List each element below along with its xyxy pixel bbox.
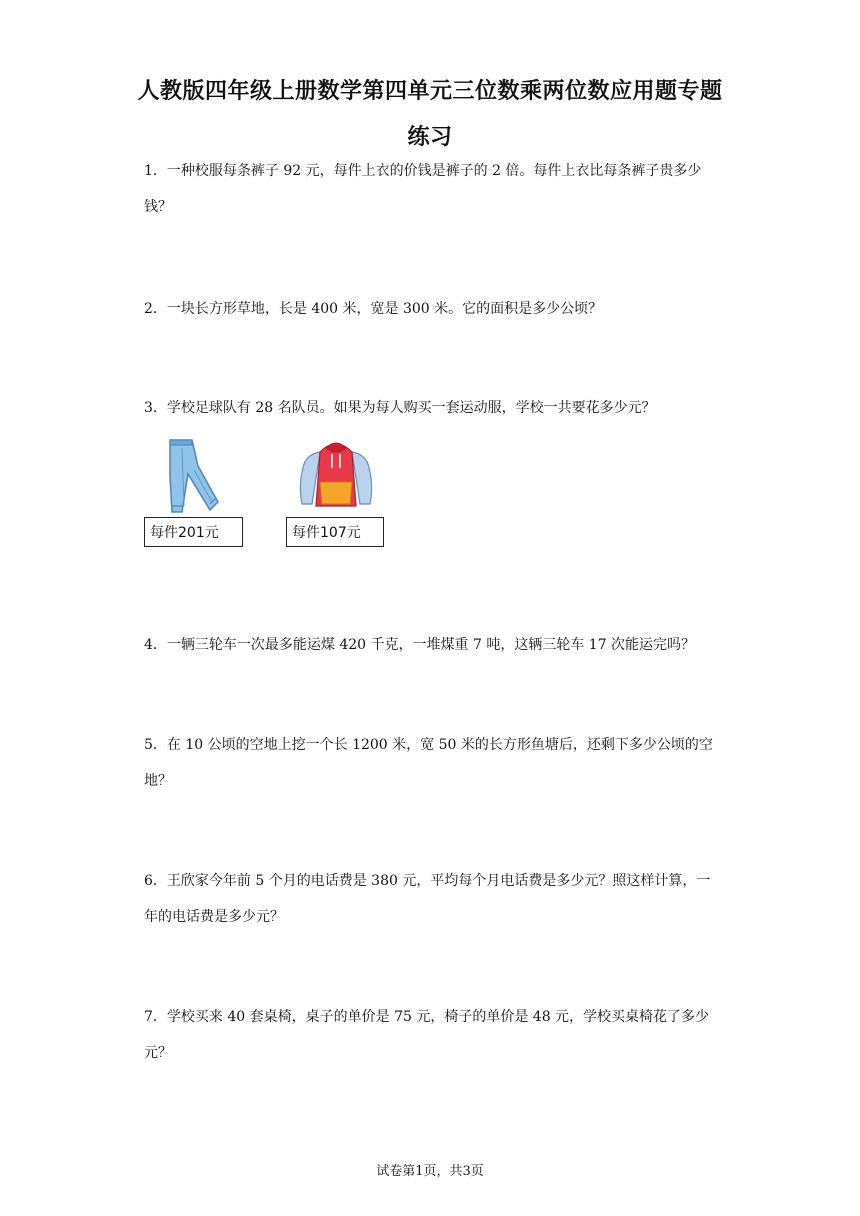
question-2-text: 2．一块长方形草地，长是 400 米，宽是 300 米。它的面积是多少公顷？ (144, 301, 603, 317)
question-5-text: 5．在 10 公顷的空地上挖一个长 1200 米，宽 50 米的长方形鱼塘后，还剩下多少公顷的空地？ (144, 737, 713, 789)
question-7-text: 7．学校买来 40 套桌椅，桌子的单价是 75 元，椅子的单价是 48 元，学校买桌椅花了多少元？ (144, 1009, 710, 1061)
pants-icon (160, 436, 230, 516)
question-5 (144, 727, 718, 799)
question-4 (144, 627, 718, 663)
question-7 (144, 999, 718, 1071)
jacket-price-label: 每件107元 (286, 517, 384, 547)
question-3 (144, 390, 718, 426)
hoodie-icon (296, 434, 376, 514)
page-footer: 试卷第1页，共3页 (376, 1164, 484, 1179)
question-1-text: 1．一种校服每条裤子 92 元，每件上衣的价钱是裤子的 2 倍。每件上衣比每条裤子贵多少钱？ (144, 163, 702, 215)
pants-price-label: 每件201元 (144, 517, 243, 547)
question-6 (144, 863, 718, 935)
question-4-text: 4．一辆三轮车一次最多能运煤 420 千克，一堆煤重 7 吨，这辆三轮车 17 次能运完吗？ (144, 637, 696, 653)
question-1 (144, 153, 718, 225)
title-line-2: 练习 (407, 125, 453, 150)
question-6-text: 6．王欣家今年前 5 个月的电话费是 380 元，平均每个月电话费是多少元？照这样计算，一年的电话费是多少元？ (144, 873, 711, 925)
question-2 (144, 291, 718, 327)
title-line-1: 人教版四年级上册数学第四单元三位数乘两位数应用题专题 (137, 79, 723, 104)
question-3-text: 3．学校足球队有 28 名队员。如果为每人购买一套运动服，学校一共要花多少元？ (144, 400, 656, 416)
